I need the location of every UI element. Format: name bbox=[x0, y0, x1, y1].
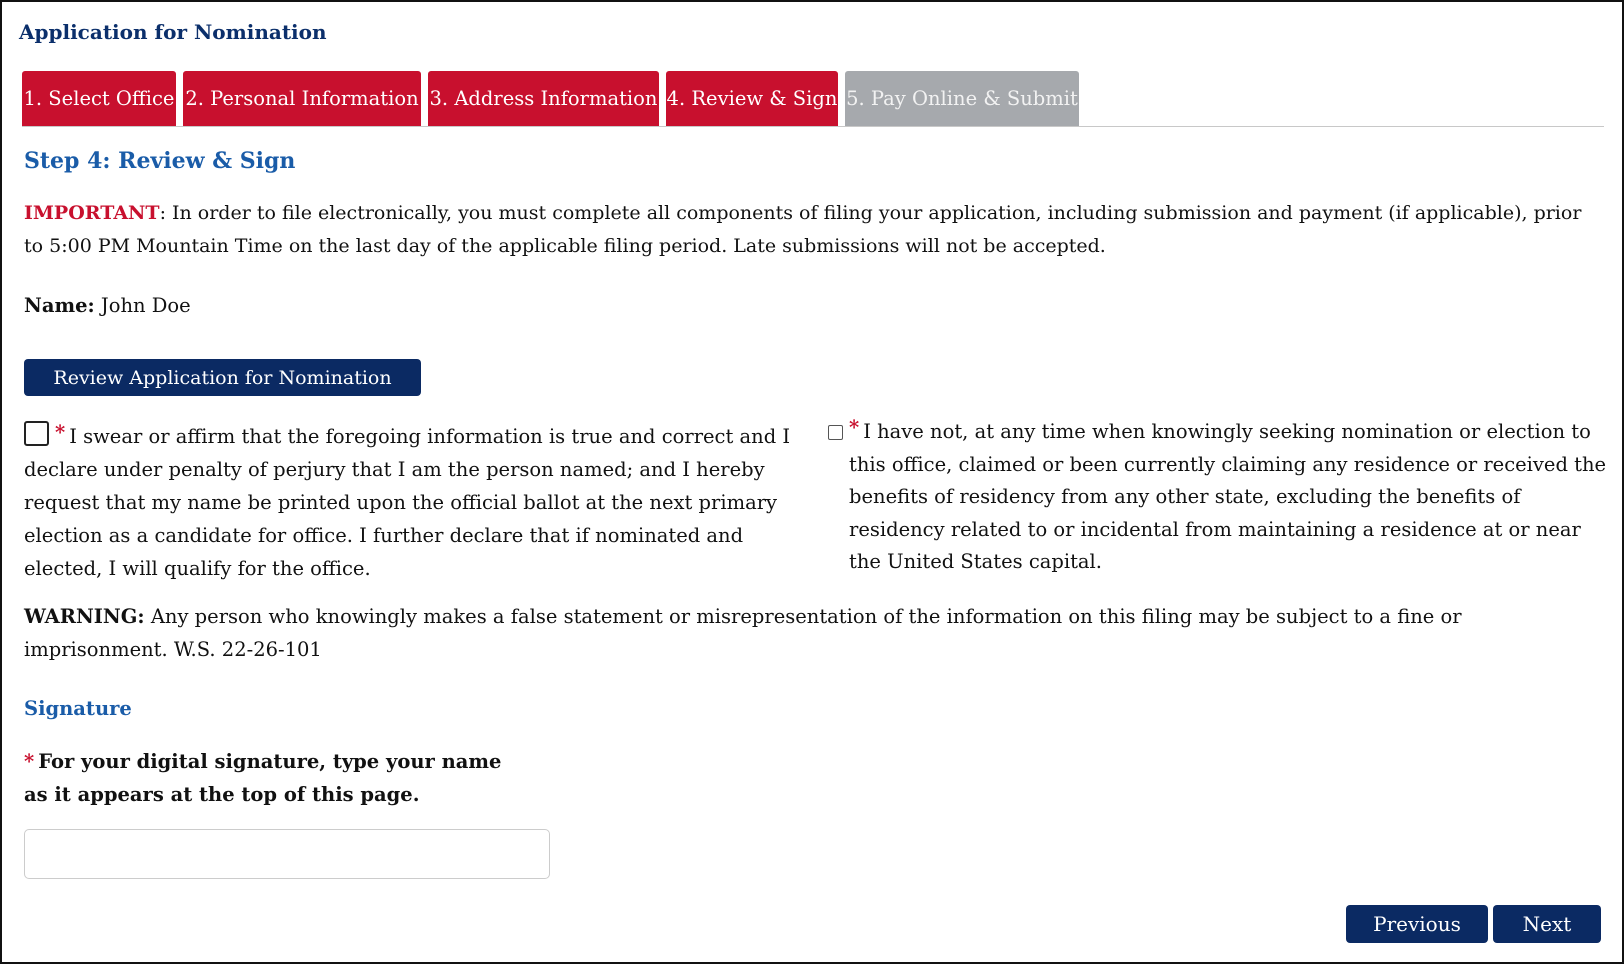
warning-label: WARNING: bbox=[24, 605, 145, 628]
oath-affirmation-text: I swear or affirm that the foregoing information is true and correct and I declare under penalty of perjury that I am the person named; and I hereby request that my name be printed upon the official ballot at the next primary election as a candidate for office. I further declare that if nominated and elected, I will qualify for the office. bbox=[24, 425, 791, 580]
required-marker: * bbox=[55, 421, 66, 444]
required-marker: * bbox=[24, 750, 35, 773]
important-notice bbox=[24, 197, 1599, 263]
tab-pay-online-submit: 5. Pay Online & Submit bbox=[845, 71, 1079, 126]
applicant-name bbox=[24, 294, 191, 317]
step-title: Step 4: Review & Sign bbox=[24, 148, 296, 174]
oath-residency-text: I have not, at any time when knowingly seeking nomination or election to this office, claimed or been currently claiming any residence or received the benefits of residency from any other state, excluding the benefits of residency related to or incidental from maintaining a residence at or near the United States capital. bbox=[849, 420, 1607, 573]
warning-notice bbox=[24, 600, 1604, 666]
tab-address-information[interactable]: 3. Address Information bbox=[428, 71, 659, 126]
required-marker: * bbox=[849, 416, 860, 439]
tab-select-office[interactable]: 1. Select Office bbox=[22, 71, 176, 126]
next-button[interactable]: Next bbox=[1493, 905, 1601, 943]
review-application-button[interactable]: Review Application for Nomination bbox=[24, 359, 421, 396]
tab-review-sign[interactable]: 4. Review & Sign bbox=[666, 71, 838, 126]
previous-button[interactable]: Previous bbox=[1346, 905, 1488, 943]
signature-prompt bbox=[24, 745, 524, 811]
oath-affirmation bbox=[24, 420, 824, 585]
signature-heading: Signature bbox=[24, 697, 132, 720]
oath-affirmation-checkbox[interactable] bbox=[24, 421, 49, 446]
warning-text: Any person who knowingly makes a false statement or misrepresentation of the information on this filing may be subject to a fine or imprisonment. W.S. 22-26-101 bbox=[24, 605, 1462, 661]
step-tabs bbox=[22, 71, 1604, 127]
signature-input[interactable] bbox=[24, 829, 550, 879]
name-label: Name: bbox=[24, 294, 95, 317]
app-title: Application for Nomination bbox=[19, 20, 327, 44]
name-value: John Doe bbox=[100, 294, 191, 317]
oath-residency-checkbox[interactable] bbox=[828, 425, 843, 440]
tab-personal-information[interactable]: 2. Personal Information bbox=[183, 71, 421, 126]
oath-residency-block bbox=[828, 416, 1618, 579]
signature-prompt-text: For your digital signature, type your name as it appears at the top of this page. bbox=[24, 750, 502, 806]
important-label: IMPORTANT bbox=[24, 202, 160, 224]
oath-residency bbox=[828, 416, 1618, 579]
important-text: : In order to file electronically, you must complete all components of filing your application, including submission and payment (if applicable), prior to 5:00 PM Mountain Time on the last day of the applicable filing period. Late submissions will not be accepted. bbox=[24, 202, 1582, 257]
